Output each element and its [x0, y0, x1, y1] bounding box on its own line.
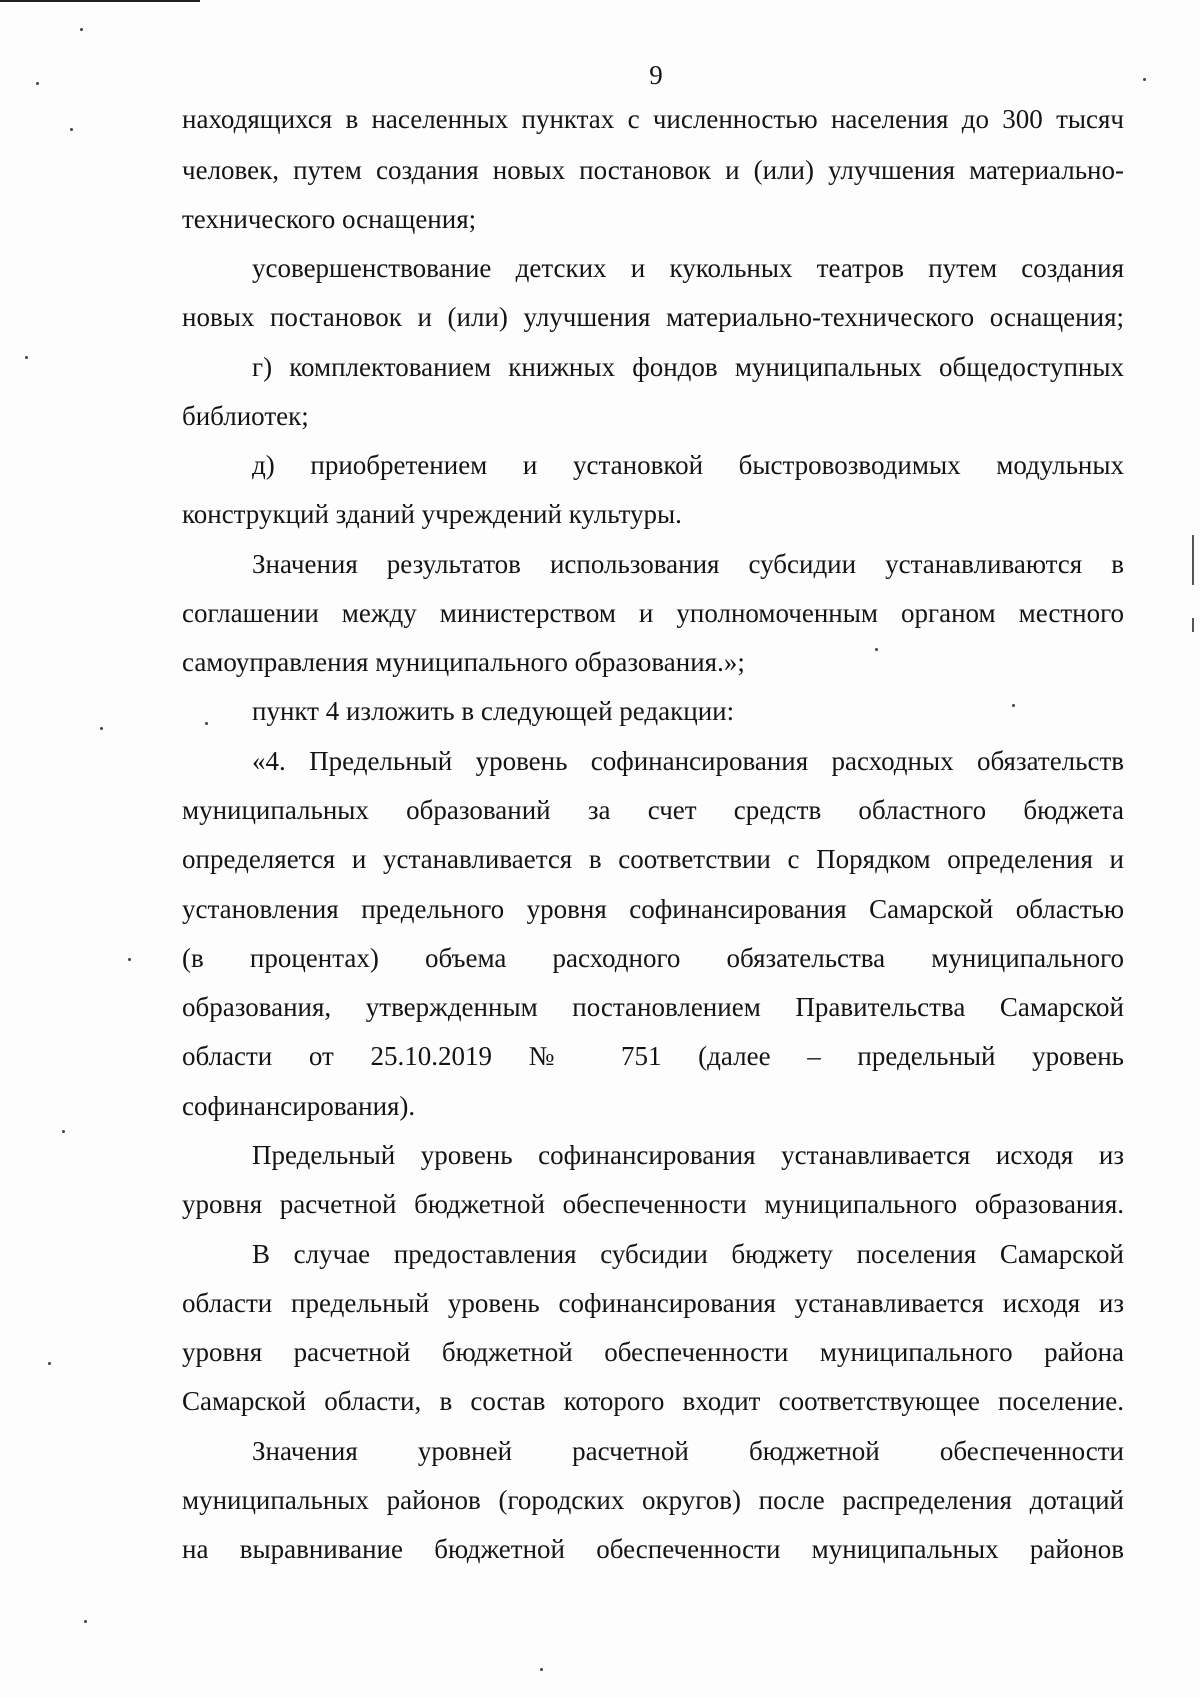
scan-speck	[70, 128, 73, 131]
text-line: области от 25.10.2019 № 751 (далее – предельный уровень	[182, 1041, 1124, 1071]
text-line: на выравнивание бюджетной обеспеченности муниципальных районов	[182, 1534, 1124, 1564]
text-line: установления предельного уровня софинансирования Самарской областью	[182, 894, 1124, 924]
text-line: библиотек;	[182, 401, 309, 431]
scan-edge-mark	[1192, 618, 1194, 632]
text-line: В случае предоставления субсидии бюджету поселения Самарской	[252, 1239, 1124, 1269]
scan-speck	[84, 1620, 87, 1623]
text-line: самоуправления муниципального образования.»;	[182, 647, 745, 677]
text-line: усовершенствование детских и кукольных театров путем создания	[252, 253, 1124, 283]
scan-speck	[48, 1362, 51, 1365]
scan-top-border	[0, 0, 200, 2]
text-line: софинансирования).	[182, 1091, 416, 1121]
text-line: (в процентах) объема расходного обязательства муниципального	[182, 943, 1124, 973]
text-line: образования, утвержденным постановлением Правительства Самарской	[182, 992, 1124, 1022]
text-line: находящихся в населенных пунктах с численностью населения до 300 тысяч	[182, 104, 1124, 134]
text-line: области предельный уровень софинансирования устанавливается исходя из	[182, 1288, 1124, 1318]
text-line: Значения уровней расчетной бюджетной обеспеченности	[252, 1436, 1124, 1466]
text-line: г) комплектованием книжных фондов муниципальных общедоступных	[252, 352, 1124, 382]
scan-edge-mark	[1192, 535, 1194, 585]
text-line: новых постановок и (или) улучшения материально-технического оснащения;	[182, 302, 1124, 332]
scan-speck	[62, 1130, 65, 1133]
page-number: 9	[649, 60, 663, 90]
text-line: технического оснащения;	[182, 204, 477, 234]
text-line: конструкций зданий учреждений культуры.	[182, 499, 682, 529]
text-line: д) приобретением и установкой быстровозводимых модульных	[252, 450, 1124, 480]
scan-speck	[25, 356, 28, 359]
text-line: муниципальных районов (городских округов) после распределения дотаций	[182, 1485, 1124, 1515]
text-line: Предельный уровень софинансирования устанавливается исходя из	[252, 1140, 1124, 1170]
text-line: соглашении между министерством и уполномоченным органом местного	[182, 598, 1124, 628]
text-line: уровня расчетной бюджетной обеспеченности муниципального района	[182, 1337, 1124, 1367]
scan-speck	[205, 722, 208, 725]
text-line: «4. Предельный уровень софинансирования расходных обязательств	[252, 746, 1124, 776]
text-line: человек, путем создания новых постановок и (или) улучшения материально-	[182, 155, 1124, 185]
text-line: Значения результатов использования субсидии устанавливаются в	[252, 549, 1124, 579]
scan-speck	[100, 727, 103, 730]
scan-speck	[128, 958, 131, 961]
text-line: муниципальных образований за счет средств областного бюджета	[182, 795, 1124, 825]
text-line: Самарской области, в состав которого входит соответствующее поселение.	[182, 1386, 1124, 1416]
scan-speck	[80, 28, 83, 31]
scan-speck	[540, 1668, 543, 1671]
text-line: уровня расчетной бюджетной обеспеченности муниципального образования.	[182, 1189, 1124, 1219]
text-line: пункт 4 изложить в следующей редакции:	[252, 696, 735, 726]
text-line: определяется и устанавливается в соответствии с Порядком определения и	[182, 844, 1124, 874]
